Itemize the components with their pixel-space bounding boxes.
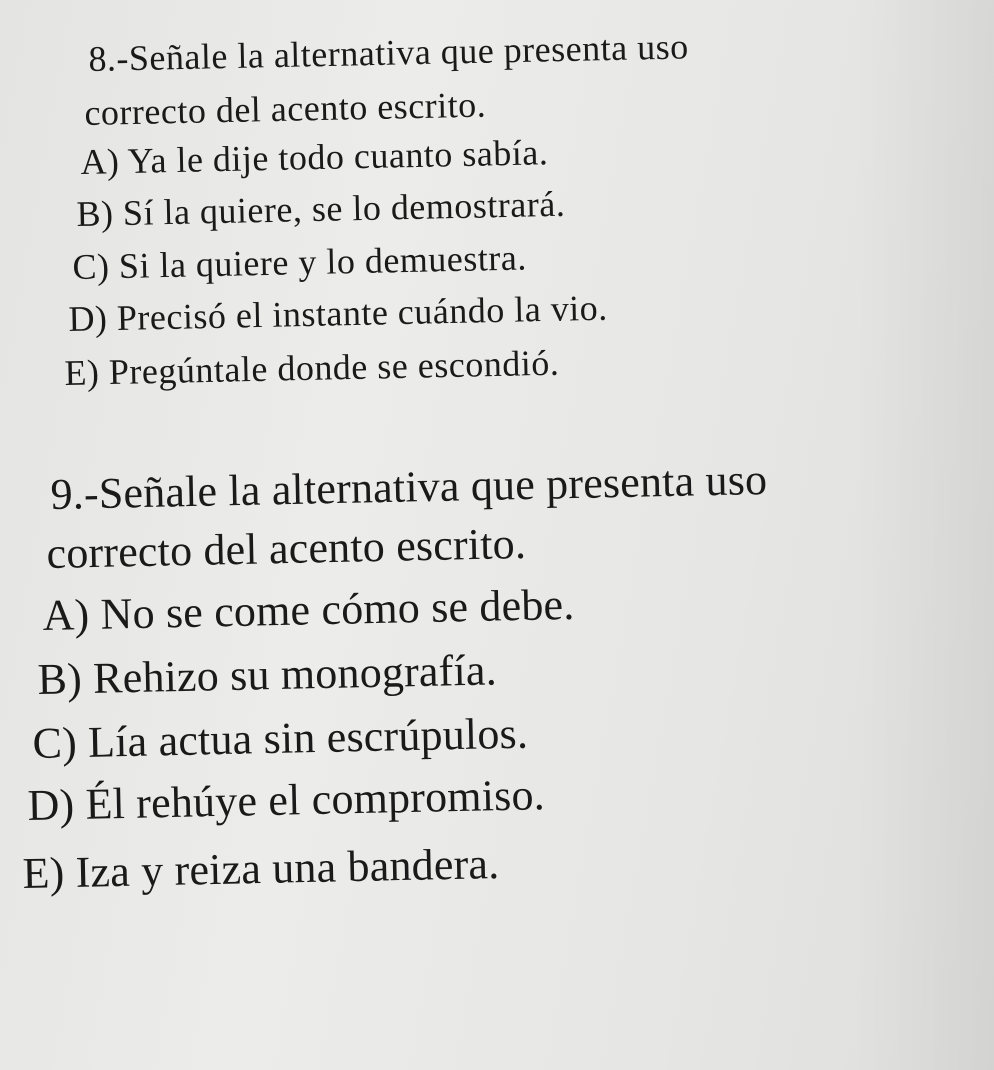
question-8-prompt-line-2: correcto del acento escrito. — [84, 84, 487, 133]
question-9-option-c: C) Lía actua sin escrúpulos. — [32, 708, 529, 768]
question-9-prompt-line-2: correcto del acento escrito. — [46, 518, 527, 578]
question-8-option-a: A) Ya le dije todo cuanto sabía. — [80, 132, 549, 182]
question-9-prompt-line-1: 9.-Señale la alternativa que presenta uso — [50, 454, 768, 519]
question-8-option-e: E) Pregúntale donde se escondió. — [64, 342, 560, 393]
question-8-option-d: D) Precisó el instante cuándo la vio. — [68, 287, 609, 339]
question-8-option-c: C) Si la quiere y lo demuestra. — [72, 237, 528, 287]
question-8-option-b: B) Sí la quiere, se lo demostrará. — [76, 183, 566, 234]
question-8-prompt-line-1: 8.-Señale la alternativa que presenta uso — [88, 26, 689, 79]
question-9-option-d: D) Él rehúye el compromiso. — [27, 770, 546, 830]
page-shading — [854, 0, 994, 1070]
question-9-option-a: A) No se come cómo se debe. — [42, 579, 575, 640]
question-9-option-e: E) Iza y reiza una bandera. — [22, 839, 500, 898]
question-9-option-b: B) Rehizo su monografía. — [37, 645, 498, 704]
